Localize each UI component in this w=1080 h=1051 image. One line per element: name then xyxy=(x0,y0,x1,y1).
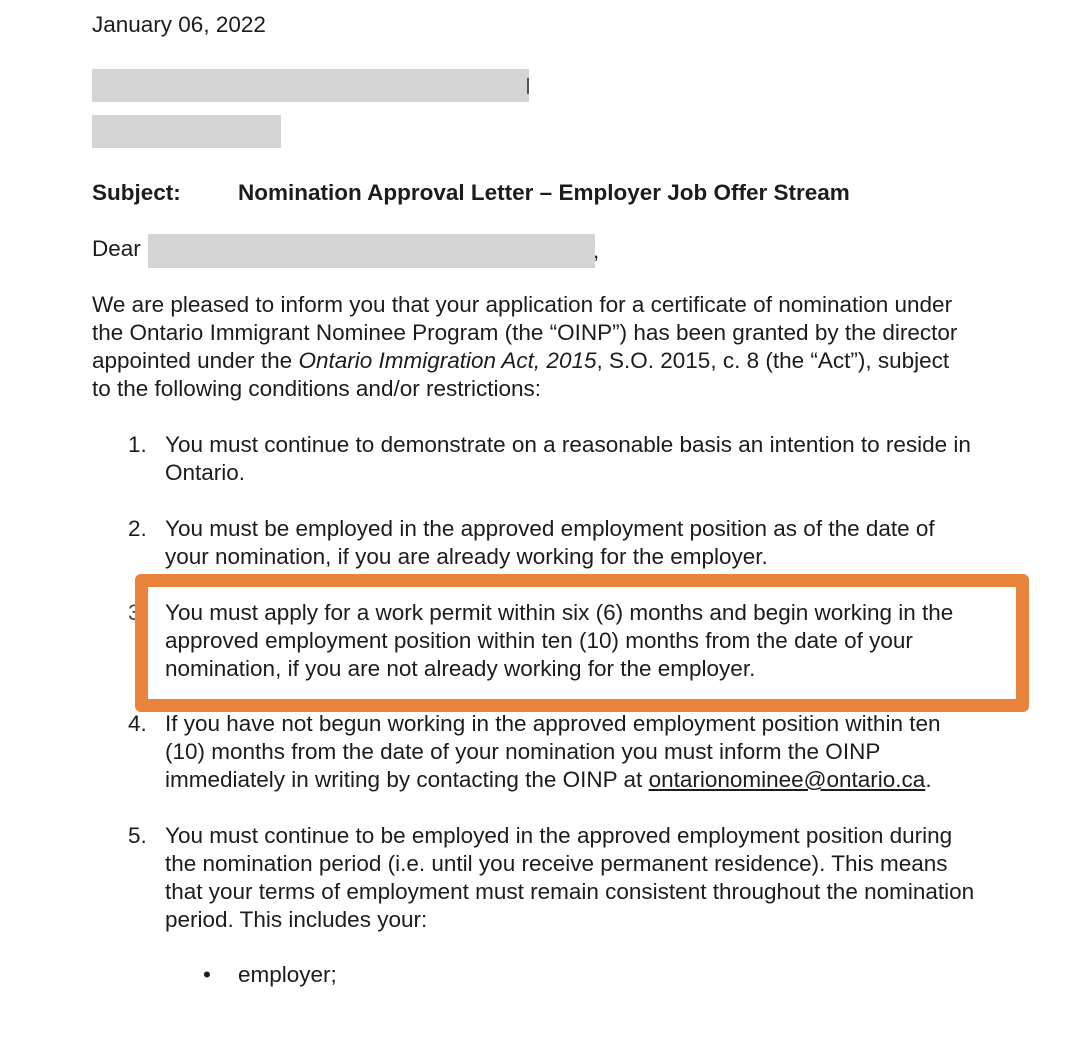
condition-5-line-3: that your terms of employment must remain consistent throughout the nomination xyxy=(165,879,975,904)
condition-5-number: 5. xyxy=(128,823,147,848)
intro-line-4: to the following conditions and/or restrictions: xyxy=(92,376,541,401)
condition-4-line-3-text: immediately in writing by contacting the OINP at xyxy=(165,767,649,792)
condition-4-period: . xyxy=(925,767,932,792)
condition-5-line-1: You must continue to be employed in the approved employment position during xyxy=(165,823,953,848)
condition-4-line-3 xyxy=(165,767,932,793)
condition-1-line-2: Ontario. xyxy=(165,460,246,485)
condition-1-line-1: You must continue to demonstrate on a reasonable basis an intention to reside in xyxy=(165,432,971,457)
redacted-recipient-address xyxy=(92,115,281,148)
condition-3-number: 3 xyxy=(128,600,141,625)
condition-2-line-2: your nomination, if you are already working for the employer. xyxy=(165,544,768,569)
condition-3-highlight-box xyxy=(135,574,1029,712)
condition-2-line-1: You must be employed in the approved employment position as of the date of xyxy=(165,516,935,541)
condition-3-line-1: You must apply for a work permit within six (6) months and begin working in the xyxy=(165,600,954,625)
condition-2-number: 2. xyxy=(128,516,147,541)
bullet-dot: • xyxy=(203,962,211,987)
subject-label: Subject: xyxy=(92,180,181,205)
condition-3-line-2: approved employment position within ten (10) months from the date of your xyxy=(165,628,913,653)
bullet-item-employer: employer; xyxy=(238,962,337,987)
salutation: Dear xyxy=(92,236,141,261)
condition-5-line-4: period. This includes your: xyxy=(165,907,428,932)
oinp-email-link[interactable]: ontarionominee@ontario.ca xyxy=(648,767,926,792)
redacted-recipient-name xyxy=(92,69,529,102)
intro-line-3-start: appointed under the xyxy=(92,348,299,373)
salutation-comma: , xyxy=(593,238,600,263)
act-title: Ontario Immigration Act, 2015 xyxy=(298,348,597,373)
redacted-salutation-name xyxy=(148,234,595,268)
intro-line-1: We are pleased to inform you that your application for a certificate of nomination under xyxy=(92,292,953,317)
intro-line-2: the Ontario Immigrant Nominee Program (the “OINP”) has been granted by the director xyxy=(92,320,958,345)
condition-4-line-2: (10) months from the date of your nomination you must inform the OINP xyxy=(165,739,881,764)
subject-text: Nomination Approval Letter – Employer Job Offer Stream xyxy=(238,180,850,205)
redaction-edge-mark xyxy=(527,78,529,94)
condition-4-line-1: If you have not begun working in the approved employment position within ten xyxy=(165,711,941,736)
condition-1-number: 1. xyxy=(128,432,147,457)
intro-line-3-end: , S.O. 2015, c. 8 (the “Act”), subject xyxy=(596,348,950,373)
condition-5-line-2: the nomination period (i.e. until you receive permanent residence). This means xyxy=(165,851,948,876)
intro-line-3 xyxy=(92,348,949,374)
condition-3-line-3: nomination, if you are not already working for the employer. xyxy=(165,656,756,681)
condition-4-number: 4. xyxy=(128,711,147,736)
letter-date: January 06, 2022 xyxy=(92,12,266,37)
